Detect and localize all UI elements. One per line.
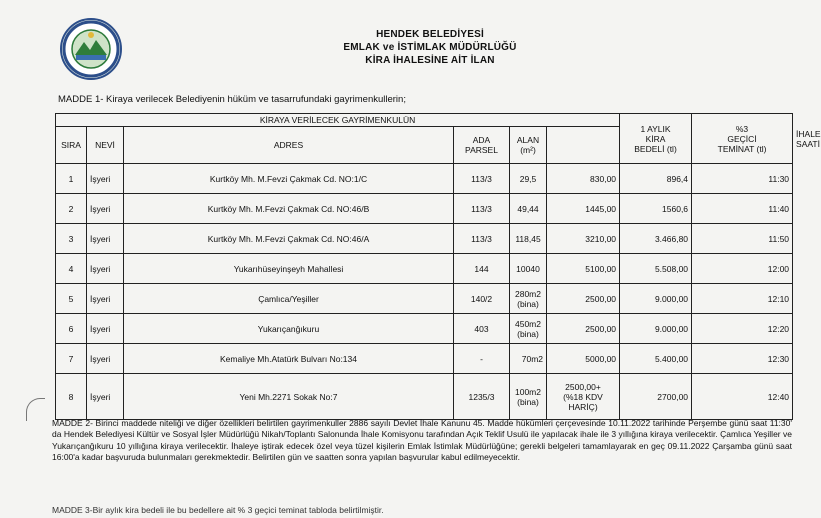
cell-adres: Çamlıca/Yeşiller	[124, 284, 454, 314]
cell-nevi: İşyeri	[87, 314, 124, 344]
cell-saat: 12:10	[692, 284, 793, 314]
cell-teminat: 3.466,80	[620, 224, 692, 254]
cell-sira: 7	[56, 344, 87, 374]
cell-sira: 2	[56, 194, 87, 224]
cell-nevi: İşyeri	[87, 164, 124, 194]
cell-alan: 10040	[510, 254, 547, 284]
madde-2-text: MADDE 2- Birinci maddede niteliği ve diğer özellikleri belirtilen gayrimenkuller 2886 sayılı Devlet İhale Kanunu 45. Madde hükümleri çerçevesinde 10.11.2022 tarihinde Perşembe günü saat 11:30' da Hendek Belediyesi Kültür ve Sosyal İşler Müdürlüğü Nikah/Toplantı Salonunda İhale Komisyonu tarafından Açık Teklif Usulü ile yapılacak ihale ile 3 yıllığına kiraya verilecektir. Çamlıca Yeşiller ve Yukarıçanğıkuru 10 yıllığına kiraya verilecektir. İhaleye iştirak edecek özel veya tüzel kişilerin Emlak İstimlak Müdürlüğüne; gerekli belgeleri tamamlayarak en geç 09.11.2022 Çarşamba günü saat 16:00'a kadar başvuruda bulunmaları gerekmektedir. Belirtilen gün ve saatten sonra yapılan başvurular kabul edilmeyecektir.	[52, 418, 792, 463]
header-sira: SIRA	[56, 127, 87, 164]
cell-teminat: 9.000,00	[620, 314, 692, 344]
cell-nevi: İşyeri	[87, 194, 124, 224]
cell-teminat: 896,4	[620, 164, 692, 194]
cell-saat: 12:40	[692, 374, 793, 420]
cell-ada: 403	[454, 314, 510, 344]
cell-saat: 11:50	[692, 224, 793, 254]
cell-kira: 3210,00	[547, 224, 620, 254]
cell-adres: Yukarıhüseyinşeyh Mahallesi	[124, 254, 454, 284]
cell-alan: 280m2 (bina)	[510, 284, 547, 314]
cell-alan: 450m2 (bina)	[510, 314, 547, 344]
cell-ada: 144	[454, 254, 510, 284]
cell-adres: Yeni Mh.2271 Sokak No:7	[124, 374, 454, 420]
table-row	[56, 284, 793, 314]
cell-teminat: 1560,6	[620, 194, 692, 224]
cell-sira: 8	[56, 374, 87, 420]
cell-ada: 113/3	[454, 164, 510, 194]
cell-teminat: 9.000,00	[620, 284, 692, 314]
cell-sira: 6	[56, 314, 87, 344]
cell-ada: 140/2	[454, 284, 510, 314]
property-table: KİRAYA VERİLECEK GAYRİMENKULÜN 1 AYLIK KİRA BEDELİ (tl) %3 GEÇİCİ TEMİNAT (tl) İHALE SAATİ SIRA NEVİ ADRES ADA PARSEL ALAN (m²) 1 İşyeri Kurtköy Mh. M.Fevzi Çakmak Cd. NO:1/C 113/3 29,5 830,00 896,4 11:30 2 İşyeri Kurtköy Mh. M.Fevzi Çakmak Cd. NO:46/B 113/3 49,44 1445,00 1560,6 11:40 3 İşyeri Kurtköy Mh. M.Fevzi Çakmak Cd. NO:46/A 113/3 118,45 3210,00 3.466,80 11:50 4 İşyeri Yukarıhüseyinşeyh Mahallesi 144 10040 5100,00 5.508,00 12:00 5 İşyeri Çamlıca/Yeşiller 140/2 280m2 (bina) 2500,00 9.000,00 12:10 6 İşyeri Yukarıçanğıkuru 403 450m2 (bina) 2500,00 9.000,00 12:20 7 İşyeri Kemaliye Mh.Atatürk Bulvarı No:134 - 70m2 5000,00 5.400,00 12:30 8 İşyeri Yeni Mh.2271 Sokak No:7 1235/3 100m2 (bina) 2500,00+ (%18 KDV HARİÇ) 2700,00 12:40	[55, 113, 793, 420]
page-curl-mark	[26, 398, 45, 421]
cell-saat: 12:00	[692, 254, 793, 284]
cell-adres: Kurtköy Mh. M.Fevzi Çakmak Cd. NO:1/C	[124, 164, 454, 194]
cell-sira: 4	[56, 254, 87, 284]
cell-nevi: İşyeri	[87, 344, 124, 374]
cell-kira: 2500,00	[547, 314, 620, 344]
cell-sira: 3	[56, 224, 87, 254]
cell-kira: 830,00	[547, 164, 620, 194]
cell-kira: 2500,00	[547, 284, 620, 314]
cell-kira: 5000,00	[547, 344, 620, 374]
header-alan: ALAN (m²)	[510, 127, 547, 164]
header-title: KİRA İHALESİNE AİT İLAN	[365, 55, 495, 66]
table-row	[56, 314, 793, 344]
cell-sira: 1	[56, 164, 87, 194]
cell-kira: 5100,00	[547, 254, 620, 284]
cell-nevi: İşyeri	[87, 284, 124, 314]
cell-nevi: İşyeri	[87, 254, 124, 284]
cell-saat: 11:40	[692, 194, 793, 224]
cell-alan: 49,44	[510, 194, 547, 224]
cell-adres: Kurtköy Mh. M.Fevzi Çakmak Cd. NO:46/A	[124, 224, 454, 254]
cell-adres: Kurtköy Mh. M.Fevzi Çakmak Cd. NO:46/B	[124, 194, 454, 224]
cell-sira: 5	[56, 284, 87, 314]
cell-adres: Yukarıçanğıkuru	[124, 314, 454, 344]
cell-adres: Kemaliye Mh.Atatürk Bulvarı No:134	[124, 344, 454, 374]
cell-teminat: 5.400,00	[620, 344, 692, 374]
header-kira: 1 AYLIK KİRA BEDELİ (tl)	[620, 114, 692, 164]
cell-ada: 113/3	[454, 224, 510, 254]
table-row	[56, 224, 793, 254]
header-nevi: NEVİ	[87, 127, 124, 164]
header-teminat: %3 GEÇİCİ TEMİNAT (tl)	[692, 114, 793, 164]
table-row	[56, 374, 793, 420]
header-department: EMLAK ve İSTİMLAK MÜDÜRLÜĞÜ	[343, 42, 517, 53]
cell-nevi: İşyeri	[87, 224, 124, 254]
table-row	[56, 254, 793, 284]
header-ada-parsel: ADA PARSEL	[454, 127, 510, 164]
header-municipality: HENDEK BELEDİYESİ	[376, 29, 484, 40]
madde-3-text: MADDE 3-Bir aylık kira bedeli ile bu bedellere ait % 3 geçici teminat tabloda belirtilmiştir.	[52, 505, 384, 515]
cell-kira: 2500,00+ (%18 KDV HARİÇ)	[547, 374, 620, 420]
table-row	[56, 194, 793, 224]
group-header: KİRAYA VERİLECEK GAYRİMENKULÜN	[56, 114, 620, 127]
document-header	[250, 28, 610, 67]
table-row	[56, 164, 793, 194]
cell-ada: 1235/3	[454, 374, 510, 420]
cell-alan: 70m2	[510, 344, 547, 374]
header-adres: ADRES	[124, 127, 454, 164]
cell-ada: 113/3	[454, 194, 510, 224]
cell-alan: 100m2 (bina)	[510, 374, 547, 420]
cell-alan: 29,5	[510, 164, 547, 194]
table-row	[56, 344, 793, 374]
cell-ada: -	[454, 344, 510, 374]
cell-teminat: 5.508,00	[620, 254, 692, 284]
cell-saat: 12:20	[692, 314, 793, 344]
cell-teminat: 2700,00	[620, 374, 692, 420]
cell-nevi: İşyeri	[87, 374, 124, 420]
cell-kira: 1445,00	[547, 194, 620, 224]
municipality-logo	[60, 18, 122, 80]
madde-1-text: MADDE 1- Kiraya verilecek Belediyenin hüküm ve tasarrufundaki gayrimenkullerin;	[58, 94, 406, 105]
cell-alan: 118,45	[510, 224, 547, 254]
cell-saat: 12:30	[692, 344, 793, 374]
cell-saat: 11:30	[692, 164, 793, 194]
